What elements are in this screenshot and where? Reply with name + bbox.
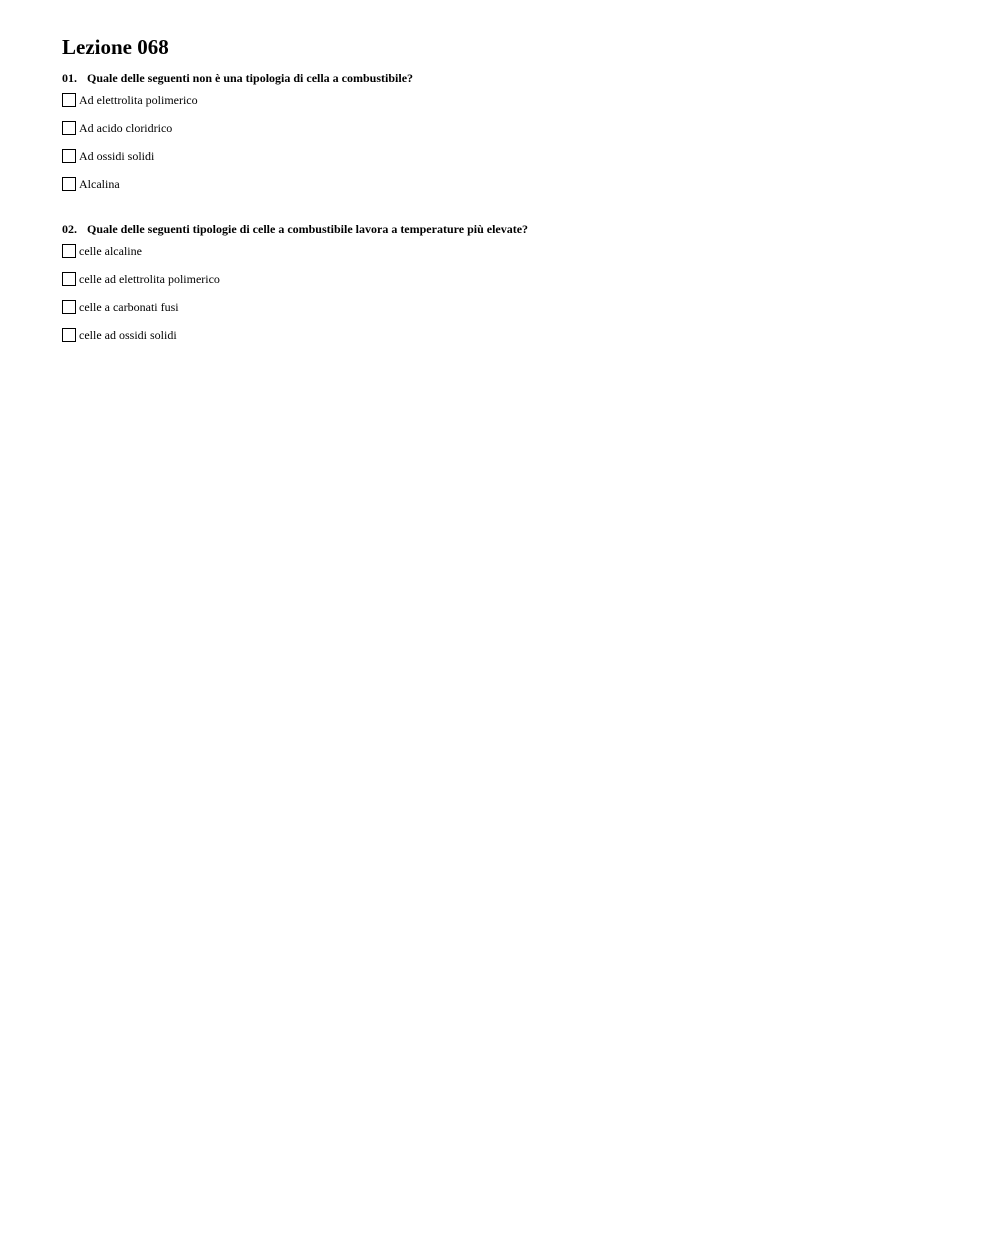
checkbox[interactable]: [62, 328, 76, 342]
question-1-option-4[interactable]: [62, 176, 413, 192]
question-1-number: 01.: [62, 71, 77, 85]
option-label: celle ad ossidi solidi: [79, 328, 177, 342]
option-label: Alcalina: [79, 177, 120, 191]
lesson-title: Lezione 068: [62, 35, 169, 59]
option-label: celle ad elettrolita polimerico: [79, 272, 220, 286]
option-label: Ad elettrolita polimerico: [79, 93, 198, 107]
question-1-option-2[interactable]: [62, 120, 413, 136]
checkbox[interactable]: [62, 300, 76, 314]
question-2-option-1[interactable]: [62, 243, 528, 259]
option-label: Ad ossidi solidi: [79, 149, 155, 163]
checkbox[interactable]: [62, 272, 76, 286]
option-label: Ad acido cloridrico: [79, 121, 173, 135]
question-2-option-3[interactable]: [62, 299, 528, 315]
checkbox[interactable]: [62, 177, 76, 191]
question-2-prompt: Quale delle seguenti tipologie di celle a combustibile lavora a temperature più elevate?: [87, 222, 529, 236]
question-1: [62, 70, 413, 204]
question-2-option-4[interactable]: [62, 327, 528, 343]
question-2-options: [62, 243, 528, 343]
option-label: celle a carbonati fusi: [79, 300, 179, 314]
checkbox[interactable]: [62, 121, 76, 135]
checkbox[interactable]: [62, 244, 76, 258]
question-2: [62, 221, 528, 355]
question-1-option-1[interactable]: [62, 92, 413, 108]
document-page: [62, 34, 960, 342]
option-label: celle alcaline: [79, 244, 142, 258]
question-2-number: 02.: [62, 222, 77, 236]
question-1-options: [62, 92, 413, 192]
checkbox[interactable]: [62, 149, 76, 163]
question-1-text: [62, 70, 413, 86]
question-1-prompt: Quale delle seguenti non è una tipologia di cella a combustibile?: [87, 71, 414, 85]
question-2-option-2[interactable]: [62, 271, 528, 287]
checkbox[interactable]: [62, 93, 76, 107]
question-1-option-3[interactable]: [62, 148, 413, 164]
question-2-text: [62, 221, 528, 237]
